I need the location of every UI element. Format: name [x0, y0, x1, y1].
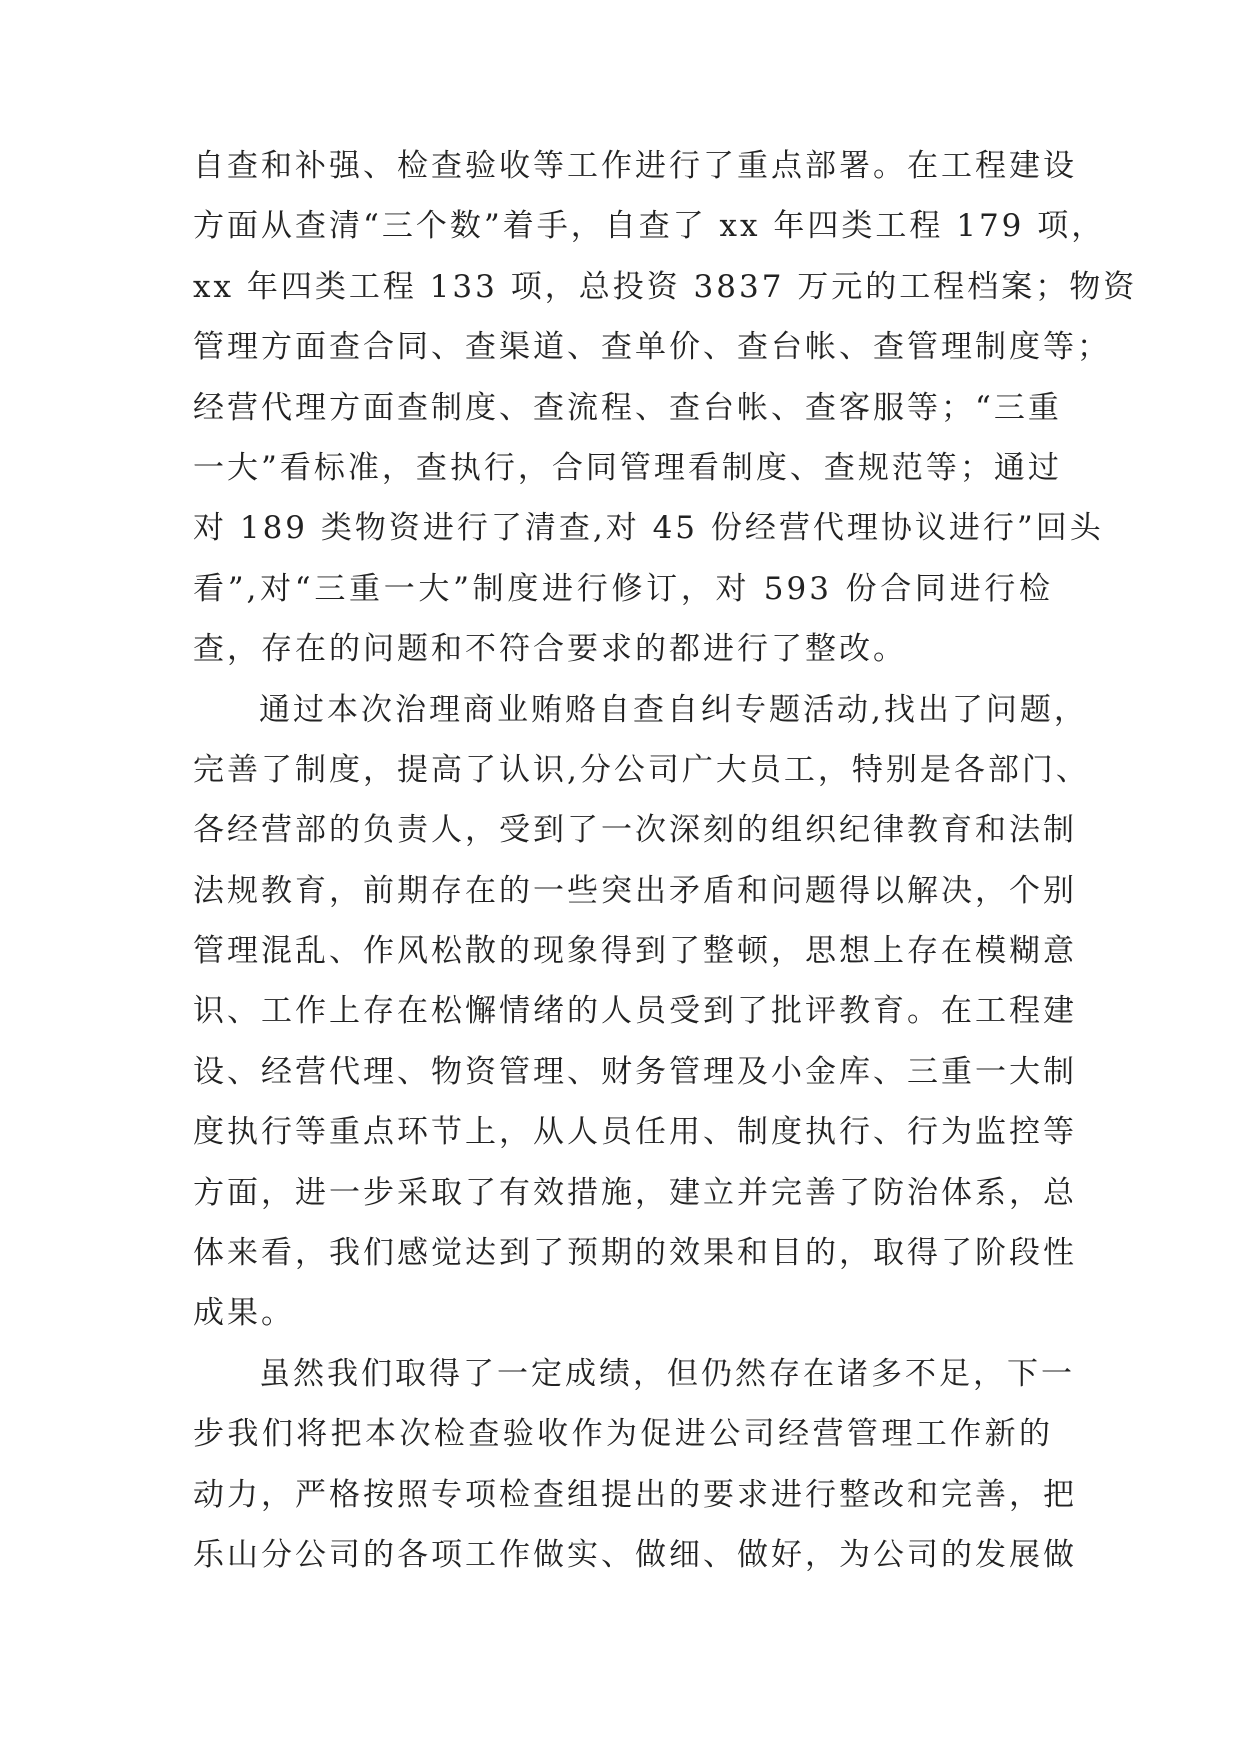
- text-line: 度执行等重点环节上，从人员任用、制度执行、行为监控等: [193, 1114, 1077, 1151]
- document-body: [193, 136, 1138, 1585]
- text-line: 识、工作上存在松懈情绪的人员受到了批评教育。在工程建: [193, 993, 1077, 1030]
- text-line: 动力，严格按照专项检查组提出的要求进行整改和完善，把: [193, 1476, 1077, 1513]
- paragraph-2: [193, 680, 1090, 1344]
- text-line: 自查和补强、检查验收等工作进行了重点部署。在工程建设: [193, 148, 1077, 184]
- text-line: 通过本次治理商业贿赂自查自纠专题活动,找出了问题，: [259, 691, 1088, 728]
- text-line: 体来看，我们感觉达到了预期的效果和目的，取得了阶段性: [193, 1235, 1077, 1272]
- text-line: 各经营部的负责人，受到了一次深刻的组织纪律教育和法制: [193, 812, 1077, 849]
- text-line: 乐山分公司的各项工作做实、做细、做好，为公司的发展做: [193, 1536, 1077, 1573]
- text-line: 虽然我们取得了一定成绩，但仍然存在诸多不足，下一: [259, 1355, 1075, 1392]
- paragraph-3: [193, 1344, 1077, 1586]
- text-line: 对 189 类物资进行了清查,对 45 份经营代理协议进行”回头: [193, 510, 1104, 547]
- text-line: 设、经营代理、物资管理、财务管理及小金库、三重一大制: [193, 1053, 1077, 1090]
- text-line: 成果。: [193, 1295, 295, 1332]
- text-line: 步我们将把本次检查验收作为促进公司经营管理工作新的: [193, 1416, 1053, 1453]
- text-line: 完善了制度，提高了认识,分公司广大员工，特别是各部门、: [193, 751, 1090, 788]
- text-line: 方面从查清“三个数”着手，自查了 xx 年四类工程 179 项，: [193, 208, 1106, 245]
- text-line: 查，存在的问题和不符合要求的都进行了整改。: [193, 631, 907, 668]
- text-line: 经营代理方面查制度、查流程、查台帐、查客服等；“三重: [193, 389, 1062, 426]
- text-line: 看”,对“三重一大”制度进行修订，对 593 份合同进行检: [193, 570, 1053, 607]
- text-line: 管理混乱、作风松散的现象得到了整顿，思想上存在模糊意: [193, 933, 1077, 970]
- text-line: 一大”看标准，查执行，合同管理看制度、查规范等；通过: [193, 449, 1062, 486]
- text-line: 方面，进一步采取了有效措施，建立并完善了防治体系，总: [193, 1174, 1077, 1211]
- paragraph-1: [193, 136, 1138, 680]
- text-line: 法规教育，前期存在的一些突出矛盾和问题得以解决，个别: [193, 872, 1077, 909]
- text-line: 管理方面查合同、查渠道、查单价、查台帐、查管理制度等；: [193, 329, 1111, 366]
- text-line: xx 年四类工程 133 项，总投资 3837 万元的工程档案；物资: [193, 268, 1138, 305]
